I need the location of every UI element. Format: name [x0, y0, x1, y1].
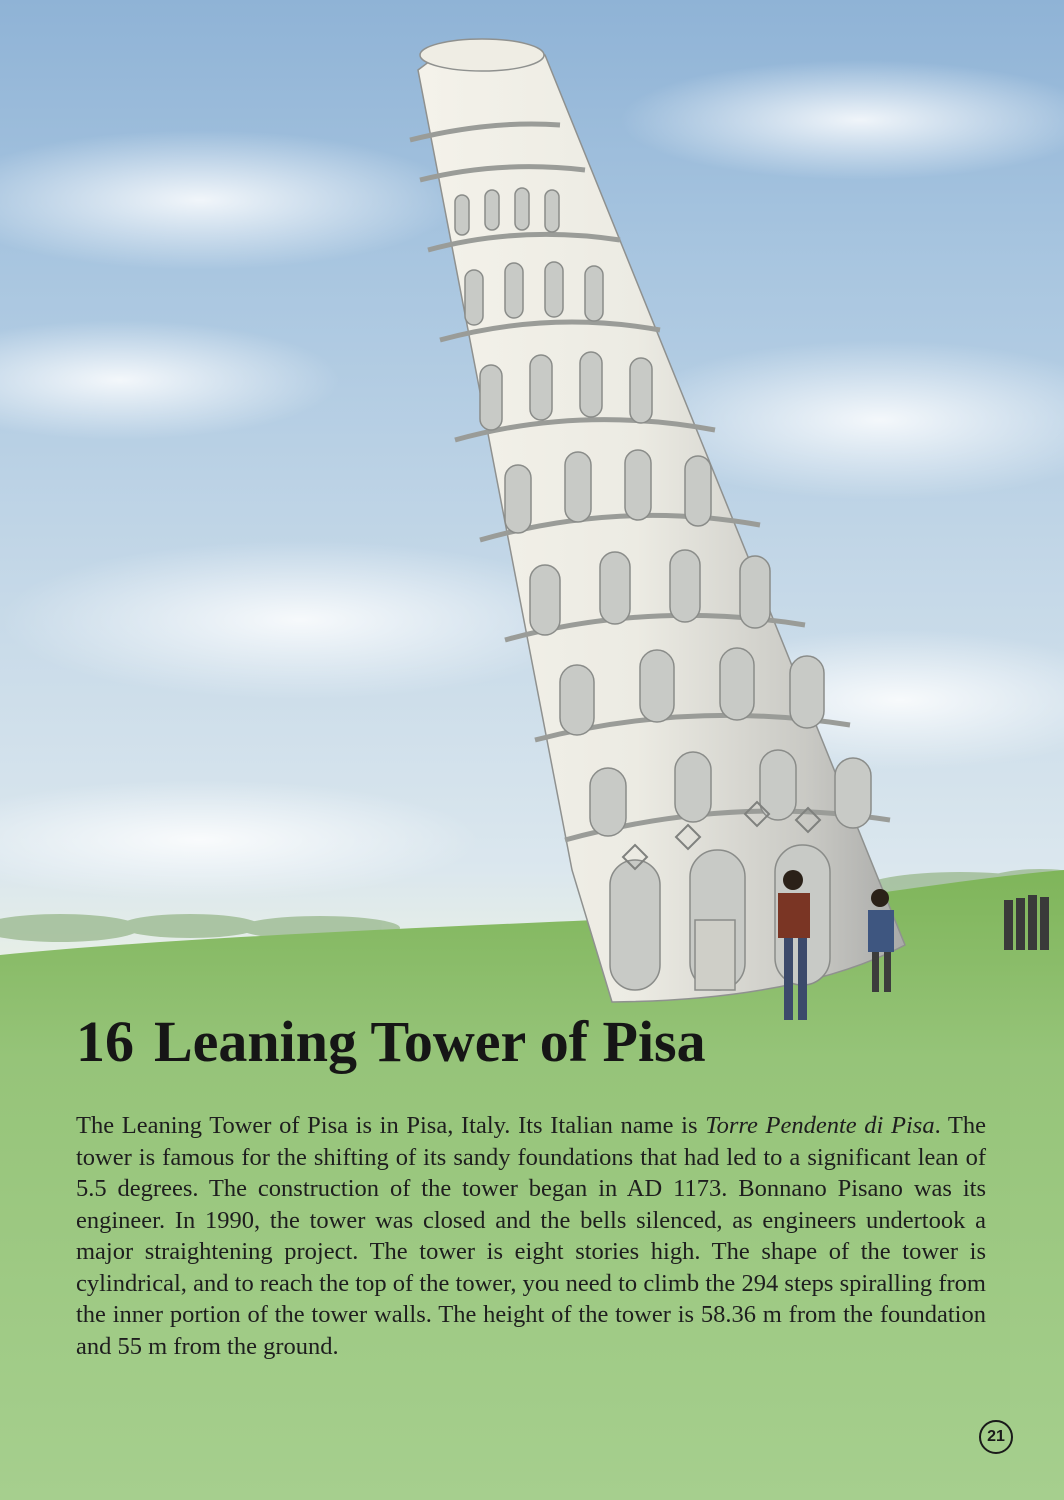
body-text-part-1: The Leaning Tower of Pisa is in Pisa, Italy. Its Italian name is	[76, 1112, 706, 1139]
chapter-heading	[76, 1008, 706, 1075]
tower-door	[695, 920, 735, 990]
italian-name: Torre Pendente di Pisa	[705, 1112, 935, 1139]
body-paragraph	[76, 1110, 986, 1362]
chapter-number: 16	[76, 1009, 134, 1074]
page-number-badge	[979, 1420, 1013, 1454]
page-number: 21	[987, 1428, 1005, 1445]
tower	[410, 39, 905, 1002]
body-text-part-2: . The tower is famous for the shifting of its sandy foundations that had led to a significant lean of 5.5 degrees. The construction of the tower began in AD 1173. Bonnano Pisano was its engineer. In 1990, the tower was closed and the bells silenced, as engineers undertook a major straightening project. The tower is eight stories high. The shape of the tower is cylindrical, and to reach the top of the tower, you need to climb the 294 steps spiralling from the inner portion of the tower walls. The height of the tower is 58.36 m from the foundation and 55 m from the ground.	[76, 1112, 987, 1360]
chapter-title: Leaning Tower of Pisa	[154, 1009, 706, 1074]
